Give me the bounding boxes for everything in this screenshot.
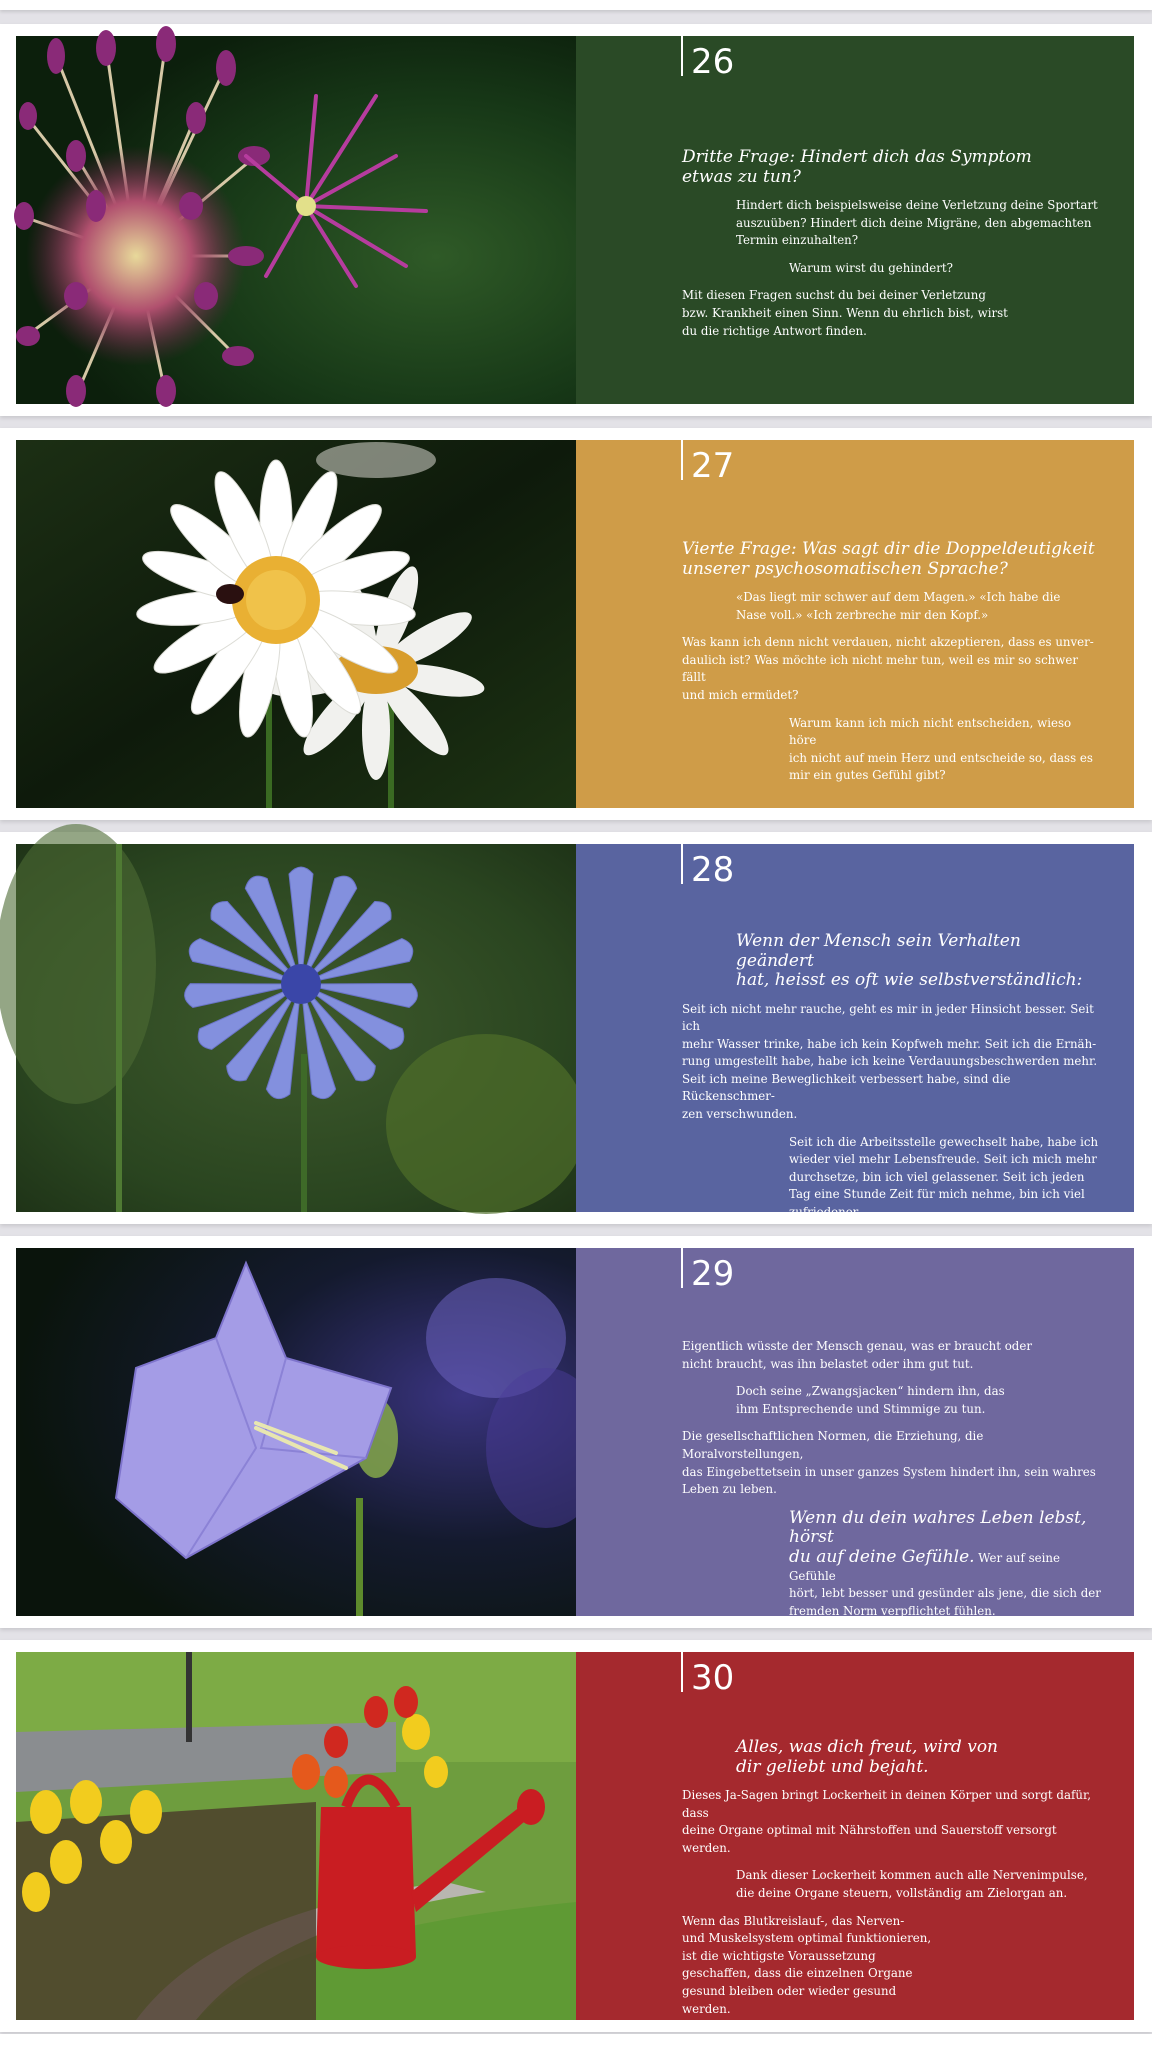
- section-heading: Alles, was dich freut, wird von dir geliebt und bejaht.: [736, 1737, 999, 1777]
- question-heading: Vierte Frage: Was sagt dir die Doppeldeutigkeit unserer psychosomatischen Sprache?: [682, 539, 1095, 579]
- page-text: [682, 148, 1102, 350]
- next-page-edge: [0, 2034, 1152, 2048]
- paragraph: Eigentlich wüsste der Mensch genau, was er braucht oder nicht braucht, was ihn belastet oder ihm gut tut.: [682, 1339, 1032, 1371]
- daisy-flower-image: [16, 440, 576, 808]
- text-panel-29: [576, 1248, 1134, 1616]
- garden-watering-can-image: [16, 1652, 576, 2020]
- paragraph: Was kann ich denn nicht verdauen, nicht akzeptieren, dass es unver- daulich ist? Was möchte ich nicht mehr tun, weil es mir so schwer fällt und mich ermüdet?: [682, 635, 1094, 702]
- section-heading: Wenn der Mensch sein Verhalten geändert hat, heisst es oft wie selbstverständlich:: [736, 931, 1083, 990]
- allium-flower-photo: [16, 36, 576, 404]
- text-panel-27: [576, 440, 1134, 808]
- text-panel-26: [576, 36, 1134, 404]
- paragraph: Seit ich die Arbeitsstelle gewechselt habe, habe ich wieder viel mehr Lebensfreude. Seit ich mich mehr durchsetze, bin ich viel gelassener. Seit ich jeden Tag eine Stunde Zeit für mich nehme, bin ich viel zufriedener.: [789, 1134, 1099, 1220]
- paragraph: Hindert dich beispielsweise deine Verletzung deine Sportart auszuüben? Hindert dich deine Migräne, den abgemachten Termin einzuhalten?: [736, 198, 1098, 248]
- daisy-flower-photo: [16, 440, 576, 808]
- page-text: [682, 932, 1102, 1232]
- bellflower-photo: [16, 1248, 576, 1616]
- page-number: 27: [681, 440, 734, 480]
- paragraph: Seit ich nicht mehr rauche, geht es mir in jeder Hinsicht besser. Seit ich mehr Wasser trinke, habe ich kein Kopfweh mehr. Seit ich die Ernäh- rung umgestellt habe, habe ich keine Verdauungsbeschwerden mehr. Seit ich meine Beweglichkeit verbessert habe, sind die Rückenschmer- zen verschwunden.: [682, 1001, 1098, 1122]
- bellflower-image: [16, 1248, 576, 1616]
- paragraph: Mit diesen Fragen suchst du bei deiner Verletzung bzw. Krankheit einen Sinn. Wenn du ehrlich bist, wirst du die richtige Antwort finden.: [682, 288, 1008, 338]
- allium-flower-image: [16, 36, 576, 404]
- book-page-27: [0, 428, 1152, 820]
- text-panel-28: [576, 844, 1134, 1220]
- paragraph: Die gesellschaftlichen Normen, die Erziehung, die Moralvorstellungen, das Eingebettetsein in unser ganzes System hindert ihn, sein wahres Leben zu leben.: [682, 1429, 1096, 1497]
- paragraph: Wenn das Blutkreislauf-, das Nerven- und Muskelsystem optimal funktionieren, ist die wichtigste Voraussetzung geschaffen, dass die einzelnen Organe gesund bleiben oder wieder gesund werden.: [682, 1913, 932, 2016]
- page-number: 26: [681, 36, 734, 76]
- lead-sentence: Wenn du dein wahres Leben lebst, hörst du auf deine Gefühle.: [789, 1507, 1087, 1567]
- paragraph-continuation: Wer auf seine Gefühle hört, lebt besser und gesünder als jene, die sich der fremden Norm verpflichtet fühlen.: [789, 1550, 1101, 1618]
- book-page-30: [0, 1640, 1152, 2032]
- paragraph: [682, 1509, 1102, 1621]
- paragraph: Warum kann ich mich nicht entscheiden, wieso höre ich nicht auf mein Herz und entscheide so, dass es mir ein gutes Gefühl gibt?: [789, 715, 1093, 783]
- page-text: [682, 1338, 1102, 1630]
- paragraph: Dank dieser Lockerheit kommen auch alle Nervenimpulse, die deine Organe steuern, vollständig am Zielorgan an.: [736, 1868, 1088, 1900]
- book-page-26: [0, 24, 1152, 416]
- paragraph: «Das liegt mir schwer auf dem Magen.» «Ich habe die Nase voll.» «Ich zerbreche mir den Kopf.»: [736, 590, 1061, 622]
- page-number: 29: [681, 1248, 734, 1288]
- previous-page-edge: [0, 0, 1152, 10]
- garden-watering-can-photo: [16, 1652, 576, 2020]
- page-text: [682, 540, 1102, 795]
- book-page-29: [0, 1236, 1152, 1628]
- page-number: 28: [681, 844, 734, 884]
- text-panel-30: [576, 1652, 1134, 2020]
- paragraph: Warum wirst du gehindert?: [789, 260, 953, 275]
- question-heading: Dritte Frage: Hindert dich das Symptom etwas zu tun?: [682, 147, 1032, 187]
- paragraph: Dieses Ja-Sagen bringt Lockerheit in deinen Körper und sorgt dafür, dass deine Organe optimal mit Nährstoffen und Sauerstoff versorgt werden.: [682, 1788, 1092, 1855]
- book-page-28: [0, 832, 1152, 1224]
- paragraph: Doch seine „Zwangsjacken“ hindern ihn, das ihm Entsprechende und Stimmige zu tun.: [736, 1384, 1005, 1416]
- page-text: [682, 1738, 1102, 2028]
- chicory-flower-image: [16, 844, 576, 1212]
- page-number: 30: [681, 1652, 734, 1692]
- chicory-flower-photo: [16, 844, 576, 1212]
